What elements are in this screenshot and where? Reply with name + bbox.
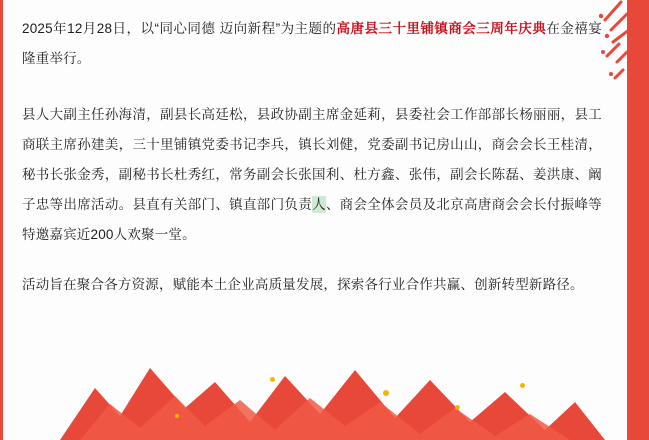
confetti-dot xyxy=(270,377,275,382)
paragraph-2-run-3: 、商会全体会员及北京高唐商会会长付振峰等特邀嘉宾近200人欢聚一堂。 xyxy=(22,197,603,242)
paragraph-2 xyxy=(22,100,602,250)
paragraph-3 xyxy=(22,270,602,300)
article-body xyxy=(22,14,602,320)
paragraph-1-run-1: 2025年12月28日，以“同心同德 迈向新程”为主题的 xyxy=(22,21,337,36)
confetti-dot xyxy=(175,414,179,418)
red-mountain-decoration xyxy=(0,330,649,440)
paragraph-3-run-1: 活动旨在聚合各方资源，赋能本土企业高质量发展，探索各行业合作共赢、创新转型新路径。 xyxy=(22,277,584,292)
left-accent-rule xyxy=(0,0,3,440)
paragraph-1 xyxy=(22,14,602,74)
right-accent-band xyxy=(627,0,649,440)
paragraph-1-emphasis: 高唐县三十里铺镇商会三周年庆典 xyxy=(336,21,547,36)
confetti-dot xyxy=(520,383,525,388)
confetti-dot xyxy=(383,390,389,396)
paragraph-1-run-3: 在金禧宴隆重举行。 xyxy=(22,21,602,66)
paragraph-2-highlight: 人 xyxy=(312,197,326,212)
paragraph-2-run-1: 县人大副主任孙海清，副县长高廷松，县政协副主席金延莉，县委社会工作部部长杨丽丽，县工商联主席孙建美，三十里铺镇党委书记李兵，镇长刘健，党委副书记房山山，商会会长王桂清，秘书长张金秀，副秘书长杜秀红，常务副会长张国利、杜方鑫、张伟，副会长陈磊、姜洪康、阚子忠等出席活动。县直有关部门、镇直部门负责 xyxy=(22,107,602,212)
confetti-dot xyxy=(455,405,460,410)
